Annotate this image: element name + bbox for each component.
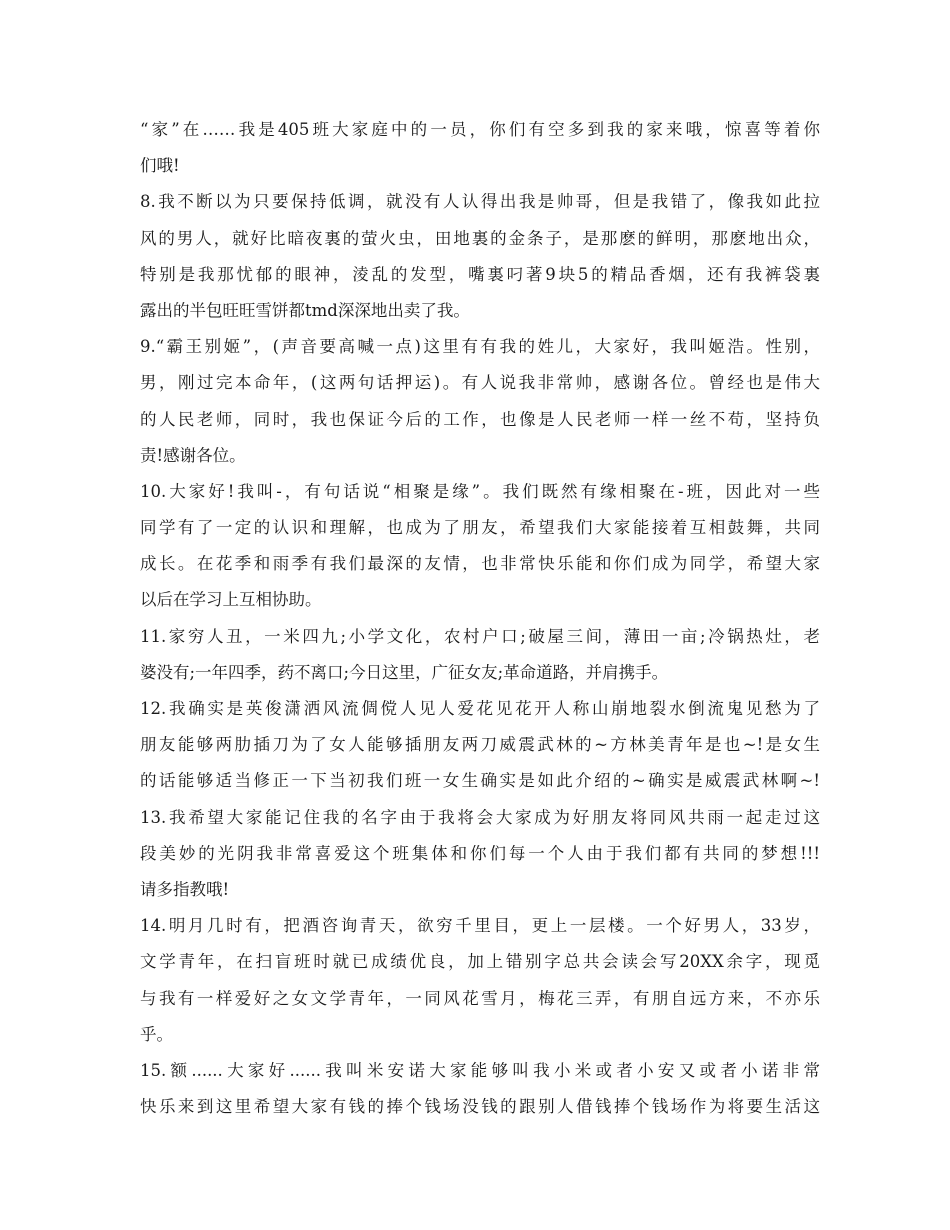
text-line: 9.“霸王别姬”，(声音要高喊一点)这里有有我的姓儿，大家好，我叫姬浩。性别， xyxy=(140,337,820,357)
text-line: 同学有了一定的认识和理解，也成为了朋友，希望我们大家能接着互相鼓舞，共同 xyxy=(140,518,820,538)
text-line: 文学青年，在扫盲班时就已成绩优良，加上错别字总共会读会写20XX余字，现觅 xyxy=(140,952,820,972)
text-line: “家”在……我是405班大家庭中的一员，你们有空多到我的家来哦，惊喜等着你 xyxy=(140,120,820,139)
text-line: 8.我不断以为只要保持低调，就没有人认得出我是帅哥，但是我错了，像我如此拉 xyxy=(140,192,820,212)
text-line: 责!感谢各位。 xyxy=(140,445,246,465)
text-line: 14.明月几时有，把酒咨询青天，欲穷千里目，更上一层楼。一个好男人，33岁， xyxy=(140,916,820,936)
text-line: 特别是我那忧郁的眼神，淩乱的发型，嘴裏叼著9块5的精品香烟，还有我裤袋裏 xyxy=(140,264,820,284)
text-line: 风的男人，就好比暗夜裏的萤火虫，田地裏的金条子，是那麽的鲜明，那麽地出众， xyxy=(140,228,820,248)
text-line: 13.我希望大家能记住我的名字由于我将会大家成为好朋友将同风共雨一起走过这 xyxy=(140,807,820,827)
text-line: 12.我确实是英俊潇洒风流倜傥人见人爱花见花开人称山崩地裂水倒流鬼见愁为了 xyxy=(140,699,820,718)
text-line: 成长。在花季和雨季有我们最深的友情，也非常快乐能和你们成为同学，希望大家 xyxy=(140,554,820,574)
text-line: 15.额......大家好......我叫米安诺大家能够叫我小米或者小安又或者小诺非常 xyxy=(140,1060,820,1080)
text-line: 段美妙的光阴我非常喜爱这个班集体和你们每一个人由于我们都有共同的梦想!!! xyxy=(140,843,820,863)
text-line: 乎。 xyxy=(140,1024,173,1044)
text-line: 男，刚过完本命年，(这两句话押运)。有人说我非常帅，感谢各位。曾经也是伟大 xyxy=(140,373,820,393)
text-line: 10.大家好!我叫-，有句话说“相聚是缘”。我们既然有缘相聚在-班，因此对一些 xyxy=(140,481,820,501)
text-line: 请多指教哦! xyxy=(140,879,230,899)
text-line: 朋友能够两肋插刀为了女人能够插朋友两刀威震武林的~方林美青年是也~!是女生 xyxy=(140,735,820,755)
text-line: 们哦! xyxy=(140,156,180,176)
text-line: 婆没有;一年四季，药不离口;今日这里，广征女友;革命道路，并肩携手。 xyxy=(140,662,669,682)
text-line: 11.家穷人丑，一米四九;小学文化，农村户口;破屋三间，薄田一亩;冷锅热灶，老 xyxy=(140,626,820,646)
text-line: 以后在学习上互相协助。 xyxy=(140,590,322,610)
document-body xyxy=(140,112,820,1125)
text-line: 与我有一样爱好之女文学青年，一同风花雪月，梅花三弄，有朋自远方来，不亦乐 xyxy=(140,988,820,1008)
text-line: 露出的半包旺旺雪饼都tmd深深地出卖了我。 xyxy=(140,300,470,320)
text-line: 快乐来到这里希望大家有钱的捧个钱场没钱的跟别人借钱捧个钱场作为将要生活这 xyxy=(140,1097,820,1117)
text-line: 的话能够适当修正一下当初我们班一女生确实是如此介绍的~确实是威震武林啊~! xyxy=(140,771,820,791)
text-line: 的人民老师，同时，我也保证今后的工作，也像是人民老师一样一丝不苟，坚持负 xyxy=(140,409,820,429)
